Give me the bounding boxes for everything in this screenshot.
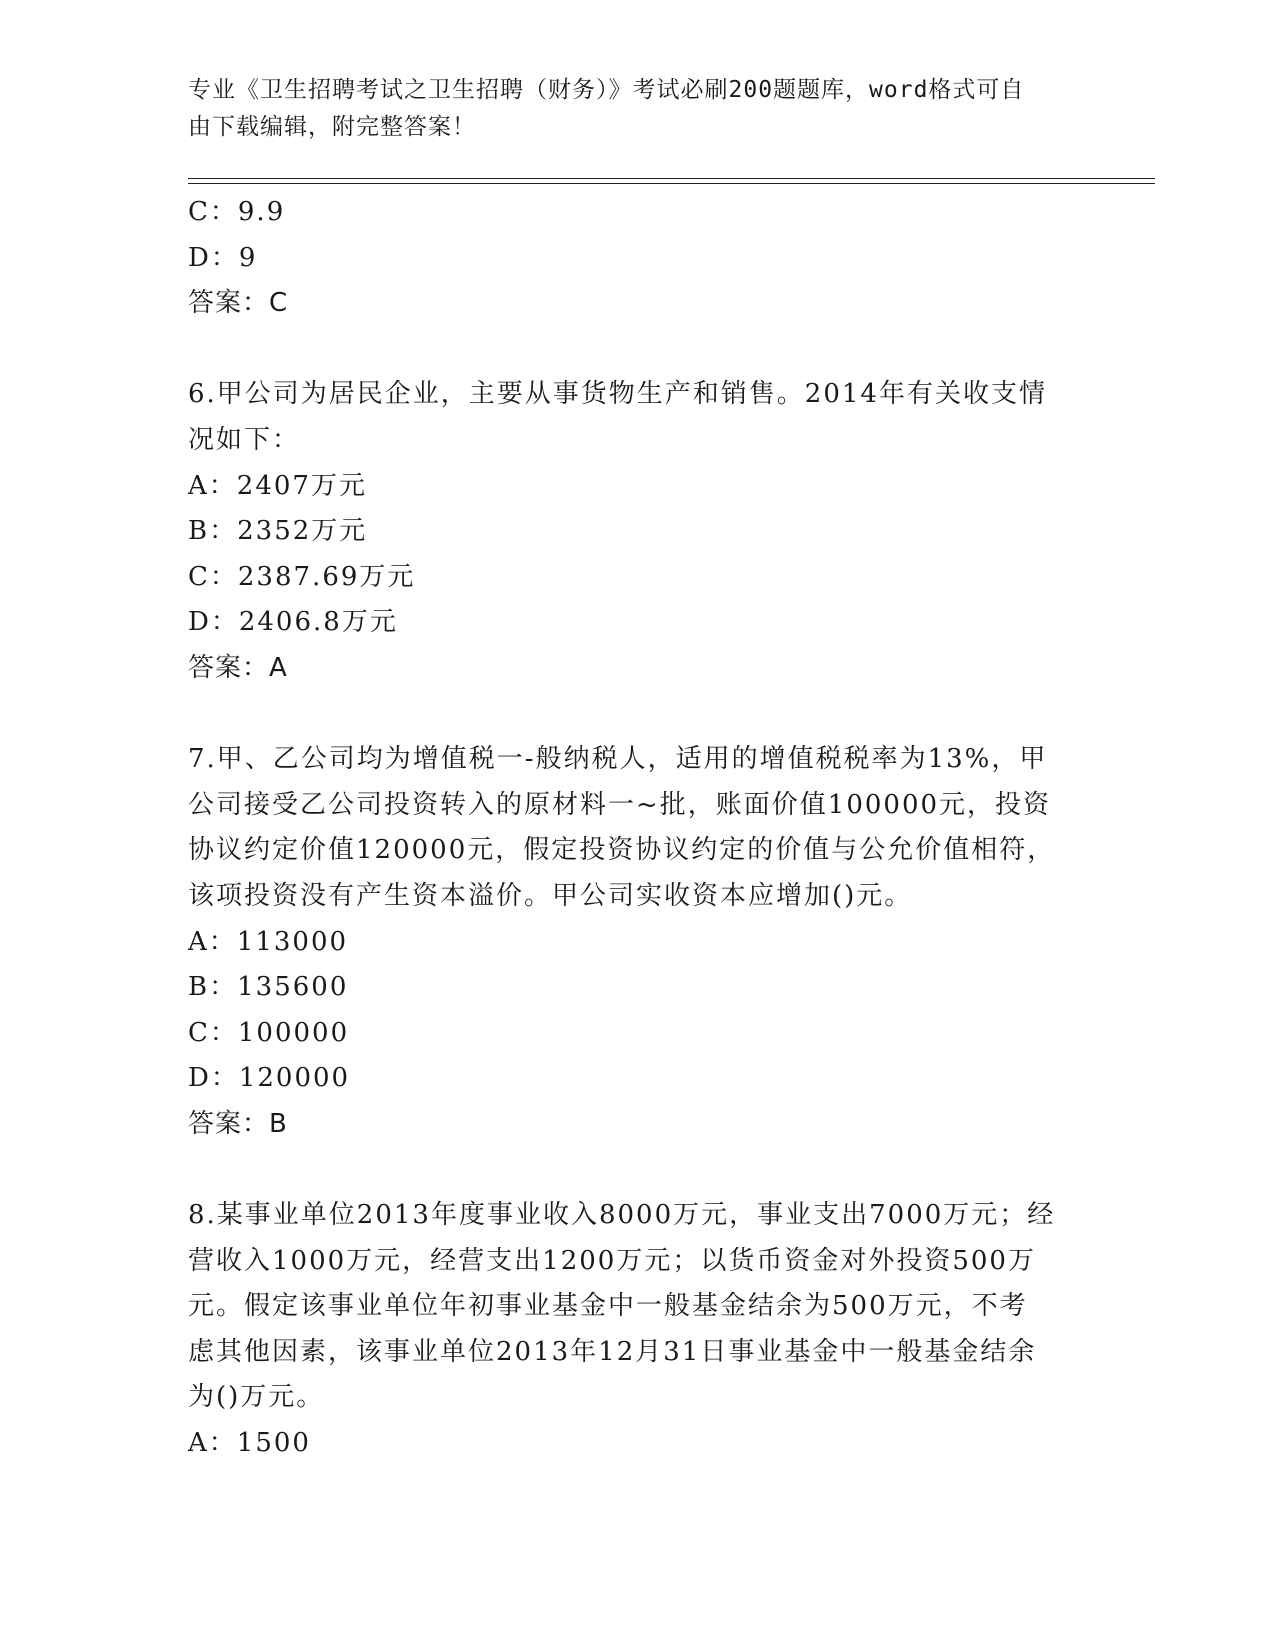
question-8 <box>188 1193 1088 1467</box>
header-divider-bottom <box>188 183 1155 184</box>
question-5-tail <box>188 190 1088 327</box>
question-stem-line: 营收入1000万元，经营支出1200万元；以货币资金对外投资500万 <box>188 1245 1036 1276</box>
question-stem-line: 虑其他因素，该事业单位2013年12月31日事业基金中一般基金结余 <box>188 1336 1037 1367</box>
header-title-line-2: 由下载编辑，附完整答案！ <box>188 114 476 140</box>
option-b: B：2352万元 <box>188 516 368 547</box>
answer-label: 答案：A <box>188 652 288 683</box>
question-7 <box>188 737 1088 1147</box>
option-a: A：1500 <box>188 1428 311 1459</box>
question-stem-line: 7.甲、乙公司均为增值税一-般纳税人，适用的增值税税率为13%，甲 <box>188 744 1048 775</box>
option-b: B：135600 <box>188 972 349 1003</box>
question-stem-line: 8.某事业单位2013年度事业收入8000万元，事业支出7000万元；经 <box>188 1200 1056 1231</box>
answer-label: 答案：C <box>188 288 289 319</box>
question-stem-line: 该项投资没有产生资本溢价。甲公司实收资本应增加()元。 <box>188 880 913 911</box>
option-c: C：9.9 <box>188 197 286 227</box>
question-stem-line: 公司接受乙公司投资转入的原材料一~批，账面价值100000元，投资 <box>188 789 1052 820</box>
question-stem-line: 6.甲公司为居民企业，主要从事货物生产和销售。2014年有关收支情 <box>188 379 1047 410</box>
option-d: D：9 <box>188 242 258 273</box>
question-stem-line: 况如下： <box>188 424 301 455</box>
document-header <box>188 72 1068 146</box>
question-stem-line: 协议约定价值120000元，假定投资协议约定的价值与公允价值相符， <box>188 835 1056 866</box>
document-body <box>188 190 1088 1467</box>
spacer <box>188 692 1088 738</box>
question-stem-line: 元。假定该事业单位年初事业基金中一般基金结余为500万元，不考 <box>188 1291 1028 1322</box>
option-c: C：100000 <box>188 1017 350 1048</box>
option-d: D：120000 <box>188 1063 351 1094</box>
spacer <box>188 327 1088 373</box>
question-6 <box>188 372 1088 691</box>
question-stem-line: 为()万元。 <box>188 1382 325 1413</box>
option-a: A：2407万元 <box>188 470 367 501</box>
answer-label: 答案：B <box>188 1108 288 1139</box>
option-c: C：2387.69万元 <box>188 561 416 592</box>
spacer <box>188 1147 1088 1193</box>
header-title-line-1: 专业《卫生招聘考试之卫生招聘（财务）》考试必刷200题题库，word格式可自 <box>188 77 1025 103</box>
option-d: D：2406.8万元 <box>188 607 398 638</box>
option-a: A：113000 <box>188 926 349 957</box>
header-divider-top <box>188 178 1155 179</box>
